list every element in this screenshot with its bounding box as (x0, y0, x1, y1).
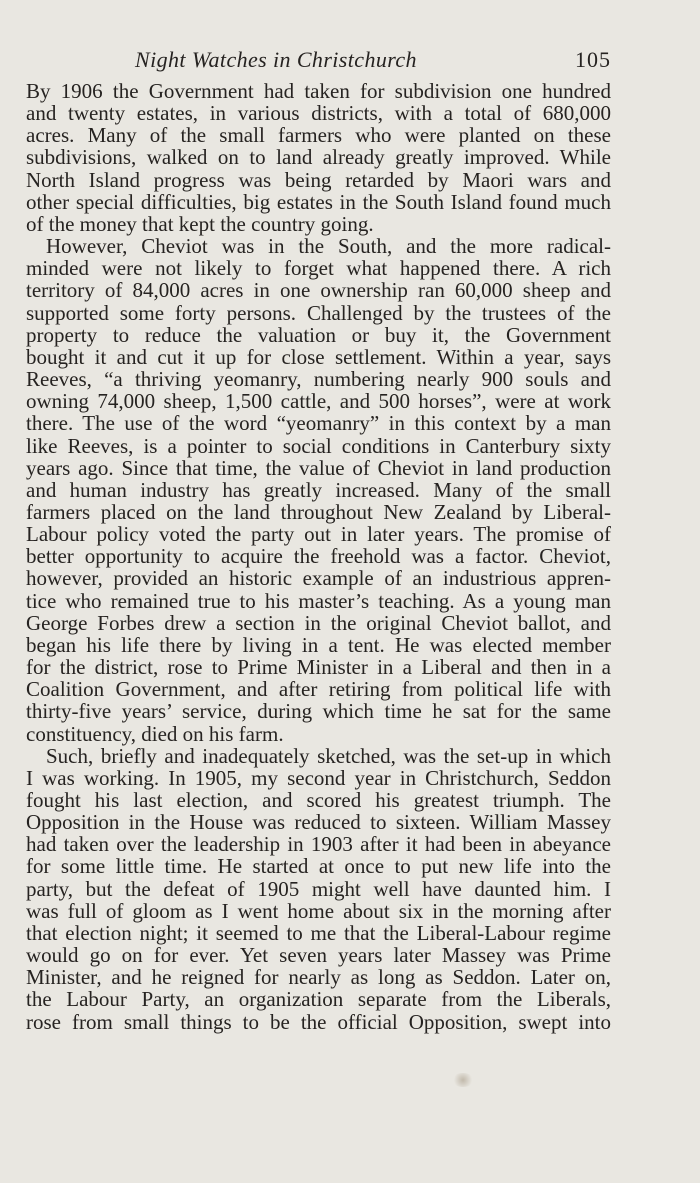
paragraph-1 (26, 80, 611, 235)
text-line: George Forbes drew a section in the original Cheviot ballot, and (26, 610, 611, 635)
text-line: constituency, died on his farm. (26, 721, 284, 746)
text-line: began his life there by living in a tent. He was elected member (26, 632, 611, 657)
text-line: territory of 84,000 acres in one ownership ran 60,000 sheep and (26, 278, 611, 303)
text-line: thirty-five years’ service, during which time he sat for the same (26, 699, 611, 724)
text-line: Labour policy voted the party out in later years. The promise of (26, 522, 611, 547)
text-line: for some little time. He started at once to put new life into the (26, 854, 611, 879)
text-line: bought it and cut it up for close settlement. Within a year, says (26, 344, 611, 369)
text-line: By 1906 the Government had taken for subdivision one hundred (26, 79, 611, 103)
text-line: tice who remained true to his master’s teaching. As a young man (26, 588, 611, 613)
text-line: supported some forty persons. Challenged by the trustees of the (26, 300, 611, 325)
text-line: However, Cheviot was in the South, and the more radical- (46, 234, 611, 259)
text-line: of the money that kept the country going. (26, 211, 374, 236)
text-line: rose from small things to be the official Opposition, swept into (26, 1009, 611, 1034)
text-line: I was working. In 1905, my second year in Christchurch, Seddon (26, 765, 611, 790)
text-line: for the district, rose to Prime Minister in a Liberal and then in a (26, 655, 611, 680)
text-line: like Reeves, is a pointer to social conditions in Canterbury sixty (26, 433, 611, 458)
page-number: 105 (575, 47, 611, 72)
text-line: the Labour Party, an organization separate from the Liberals, (26, 987, 611, 1012)
body-text (26, 80, 611, 1033)
text-line: Opposition in the House was reduced to sixteen. William Massey (26, 810, 611, 835)
text-line: owning 74,000 sheep, 1,500 cattle, and 500 horses”, were at work (26, 389, 611, 414)
text-line: Reeves, “a thriving yeomanry, numbering nearly 900 souls and (26, 367, 611, 392)
text-line: that election night; it seemed to me that the Liberal-Labour regime (26, 920, 611, 945)
text-line: would go on for ever. Yet seven years later Massey was Prime (26, 943, 611, 968)
paragraph-2 (26, 235, 611, 745)
text-line: was full of gloom as I went home about six in the morning after (26, 898, 611, 923)
text-line: Minister, and he reigned for nearly as long as Seddon. Later on, (26, 965, 611, 990)
text-line: and twenty estates, in various districts, with a total of 680,000 (26, 101, 611, 126)
text-line: better opportunity to acquire the freehold was a factor. Cheviot, (26, 544, 611, 569)
text-line: farmers placed on the land throughout New Zealand by Liberal- (26, 499, 611, 524)
text-line: minded were not likely to forget what happened there. A rich (26, 256, 611, 281)
text-line: acres. Many of the small farmers who were planted on these (26, 123, 611, 148)
text-line: Such, briefly and inadequately sketched, was the set-up in which (46, 743, 611, 768)
text-line: subdivisions, walked on to land already greatly improved. While (26, 145, 611, 170)
text-line: however, provided an historic example of an industrious appren- (26, 566, 611, 591)
text-line: North Island progress was being retarded by Maori wars and (26, 167, 611, 192)
text-line: Coalition Government, and after retiring from political life with (26, 677, 611, 702)
paragraph-3 (26, 745, 611, 1033)
text-line: party, but the defeat of 1905 might well have daunted him. I (26, 876, 611, 901)
text-line: property to reduce the valuation or buy it, the Government (26, 322, 611, 347)
text-line: there. The use of the word “yeomanry” in this context by a man (26, 411, 611, 436)
text-line: had taken over the leadership in 1903 after it had been in abeyance (26, 832, 611, 857)
text-line: and human industry has greatly increased. Many of the small (26, 477, 611, 502)
text-line: years ago. Since that time, the value of Cheviot in land production (26, 455, 611, 480)
text-line: fought his last election, and scored his greatest triumph. The (26, 788, 611, 812)
running-head (26, 44, 611, 76)
text-line: other special difficulties, big estates in the South Island found much (26, 189, 611, 214)
paper-smudge (452, 1073, 474, 1087)
running-title: Night Watches in Christchurch (135, 47, 417, 72)
